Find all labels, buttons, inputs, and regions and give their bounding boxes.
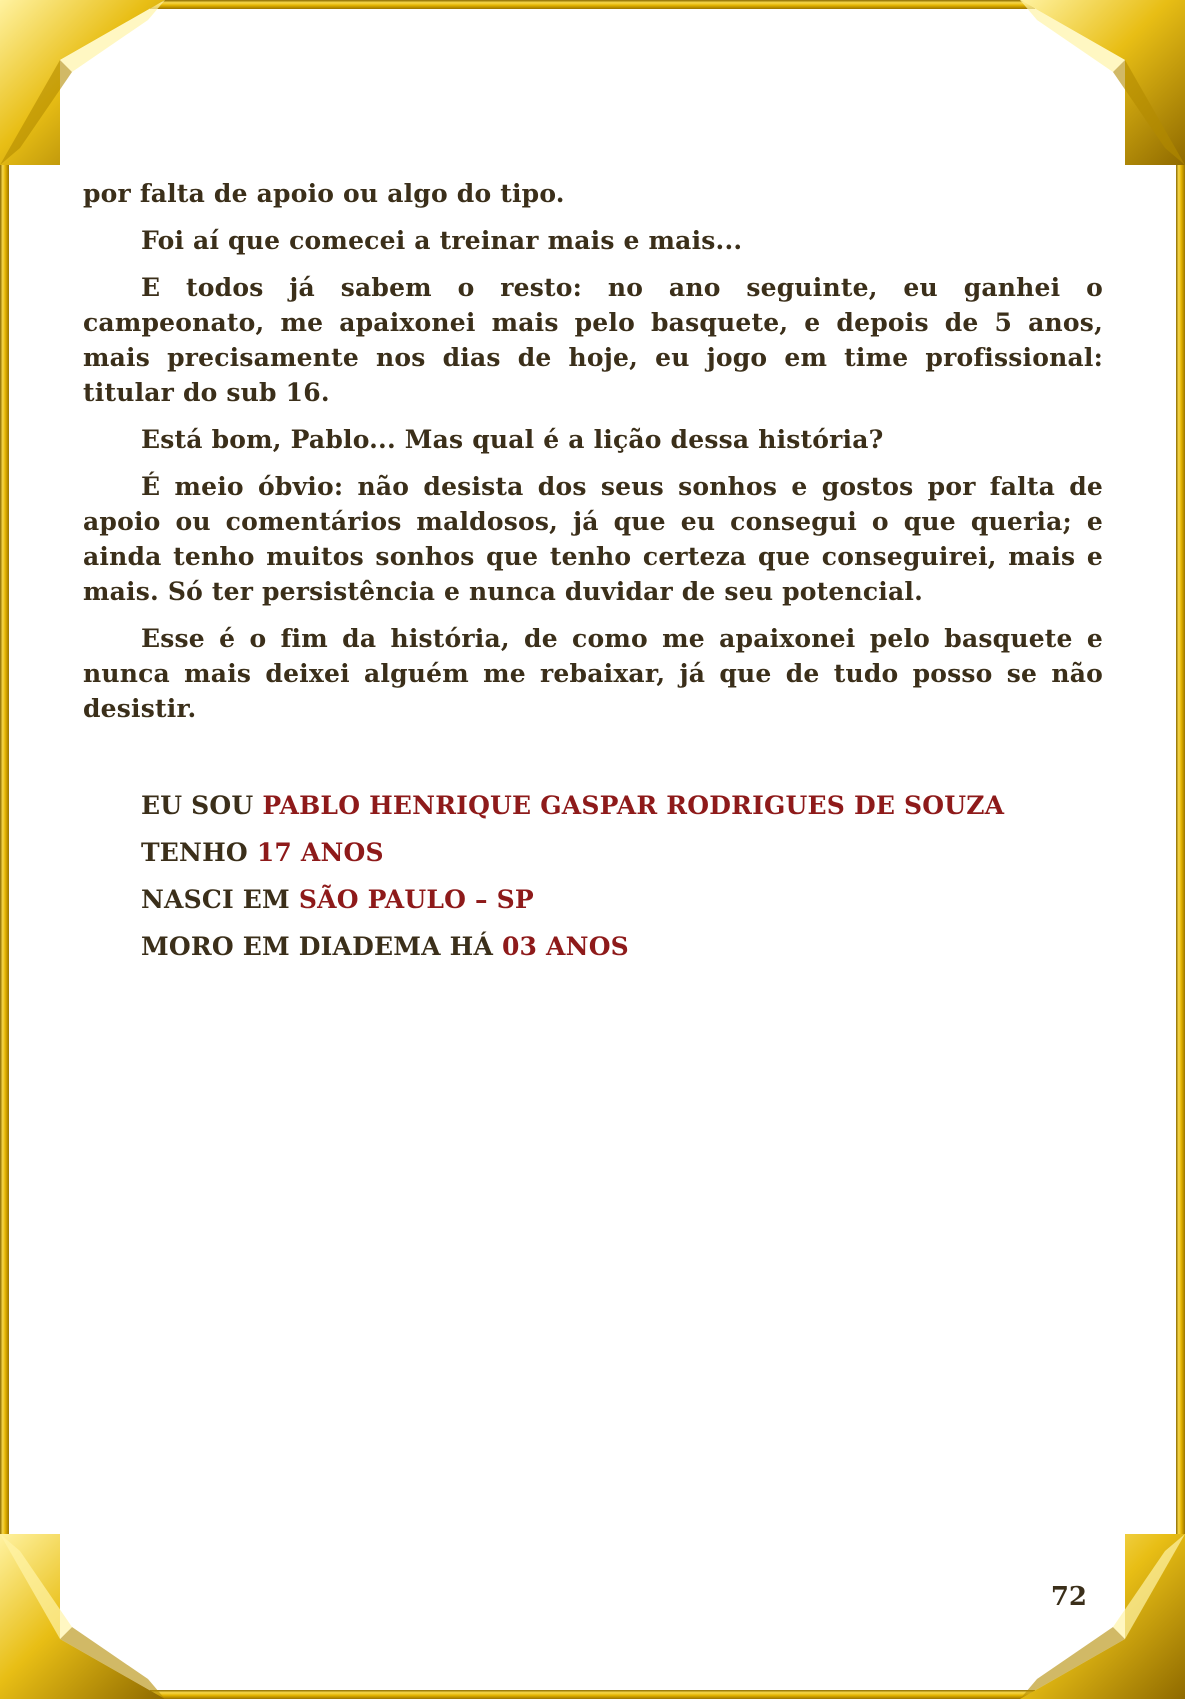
paragraph: Foi aí que comecei a treinar mais e mais... xyxy=(141,226,743,255)
bio-born-label: NASCI EM xyxy=(141,885,299,914)
paragraph: E todos já sabem o resto: no ano seguinte, eu ganhei o campeonato, me apaixonei mais pelo basquete, e depois de 5 anos, mais precisamente nos dias de hoje, eu jogo em time profissional: titular do sub 16. xyxy=(83,273,1103,407)
bio-born-value: SÃO PAULO – SP xyxy=(298,885,534,914)
bio-lives-label: MORO EM DIADEMA HÁ xyxy=(141,932,502,961)
frame-corner-bottom-left xyxy=(0,1534,165,1699)
bio-name-label: EU SOU xyxy=(141,791,263,820)
author-bio xyxy=(83,788,1103,964)
bio-age-line xyxy=(141,835,1103,870)
bio-name-line xyxy=(141,788,1103,823)
bio-lives-value: 03 ANOS xyxy=(501,932,629,961)
frame-corner-bottom-right xyxy=(1020,1534,1185,1699)
bio-born-line xyxy=(141,882,1103,917)
bio-age-value: 17 ANOS xyxy=(256,838,384,867)
paragraph: É meio óbvio: não desista dos seus sonhos e gostos por falta de apoio ou comentários maldosos, já que eu consegui o que queria; e ainda tenho muitos sonhos que tenho certeza que conseguirei, mais e mais. Só ter persistência e nunca duvidar de seu potencial. xyxy=(83,472,1103,606)
paragraph: por falta de apoio ou algo do tipo. xyxy=(83,179,565,208)
paragraph: Esse é o fim da história, de como me apaixonei pelo basquete e nunca mais deixei alguém me rebaixar, já que de tudo posso se não desistir. xyxy=(83,624,1103,723)
frame-corner-top-left xyxy=(0,0,165,165)
page-number: 72 xyxy=(1050,1582,1087,1612)
frame-corner-top-right xyxy=(1020,0,1185,165)
bio-age-label: TENHO xyxy=(141,838,257,867)
bio-name-value: PABLO HENRIQUE GASPAR RODRIGUES DE SOUZA xyxy=(262,791,1005,820)
bio-lives-line xyxy=(141,929,1103,964)
paragraph: Está bom, Pablo... Mas qual é a lição dessa história? xyxy=(141,425,884,454)
page-body xyxy=(83,176,1103,976)
